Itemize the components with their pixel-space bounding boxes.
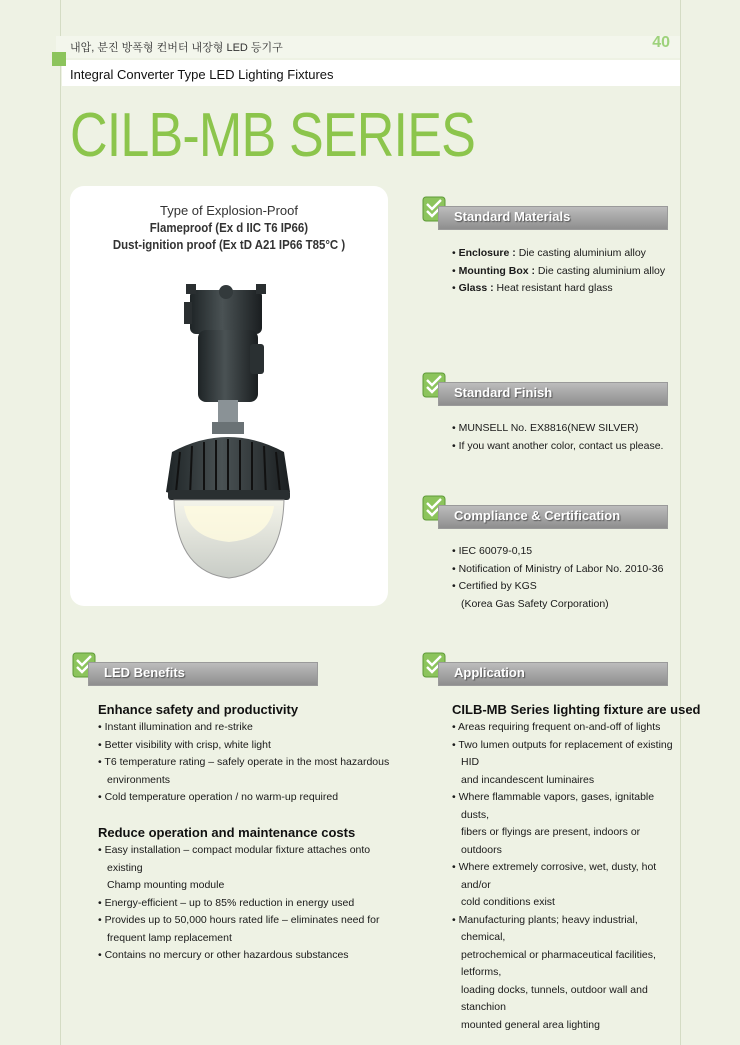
application-list	[452, 719, 682, 1034]
section-header-application	[422, 658, 666, 682]
list-item: • Glass : Heat resistant hard glass	[452, 280, 682, 298]
benefits-group2-title: Reduce operation and maintenance costs	[98, 825, 356, 840]
section-header-led-benefits	[72, 658, 316, 682]
section-title: Application	[454, 665, 525, 680]
list-item: • Manufacturing plants; heavy industrial, chemical,	[452, 912, 682, 947]
list-item-continuation: fibers or flyings are present, indoors or outdoors	[461, 826, 641, 856]
list-item: • Enclosure : Die casting aluminium alloy	[452, 245, 682, 263]
margin-line-left	[60, 0, 61, 1045]
list-item: • Certified by KGS	[452, 578, 682, 596]
list-item: • Where extremely corrosive, wet, dusty, hot and/or	[452, 859, 682, 894]
led-fixture-image	[150, 282, 310, 582]
section-title: Standard Finish	[454, 385, 553, 400]
korean-title: 내압, 분진 방폭형 컨버터 내장형 LED 등기구	[70, 42, 283, 54]
list-item: • Energy-efficient – up to 85% reduction in energy used	[98, 895, 398, 913]
list-item: • Easy installation – compact modular fixture attaches onto existing	[98, 842, 398, 877]
type-heading: Type of Explosion-Proof	[159, 203, 299, 218]
finish-list	[452, 420, 682, 455]
subtitle: Integral Converter Type LED Lighting Fixtures	[70, 67, 334, 82]
list-item: • Areas requiring frequent on-and-off of lights	[452, 719, 682, 737]
application-heading: CILB-MB Series lighting fixture are used	[452, 702, 701, 717]
list-item-continuation: Champ mounting module	[107, 879, 225, 891]
list-item: • Provides up to 50,000 hours rated life – eliminates need for	[98, 912, 398, 930]
list-item-continuation: (Korea Gas Safety Corporation)	[461, 597, 609, 610]
section-title: Standard Materials	[454, 209, 571, 224]
flameproof-rating: Flameproof (Ex d IIC T6 IP66)	[149, 220, 309, 235]
benefits-group2-list	[98, 842, 398, 965]
section-header-standard-materials	[422, 202, 666, 226]
explosion-proof-info	[70, 202, 388, 253]
materials-list	[452, 245, 682, 298]
section-header-standard-finish	[422, 378, 666, 402]
list-item: • Instant illumination and re-strike	[98, 719, 398, 737]
list-item: • T6 temperature rating – safely operate in the most hazardous	[98, 754, 398, 772]
green-square-marker	[52, 52, 66, 66]
section-header-compliance	[422, 501, 666, 525]
benefits-group1-title: Enhance safety and productivity	[98, 702, 299, 717]
list-item: • IEC 60079-0,15	[452, 543, 682, 561]
list-item-continuation: and incandescent luminaires	[461, 773, 595, 786]
product-card	[70, 186, 388, 606]
list-item: • Mounting Box : Die casting aluminium alloy	[452, 263, 682, 281]
list-item-continuation: petrochemical or pharmaceutical facilities, letforms,	[461, 948, 656, 978]
list-item: • Notification of Ministry of Labor No. 2010-36	[452, 561, 682, 579]
dust-ignition-rating: Dust-ignition proof (Ex tD A21 IP66 T85°C )	[112, 237, 346, 252]
list-item-continuation: frequent lamp replacement	[107, 931, 232, 944]
compliance-list	[452, 543, 682, 613]
list-item: • Where flammable vapors, gases, ignitable dusts,	[452, 789, 682, 824]
list-item-continuation: loading docks, tunnels, outdoor wall and stanchion	[461, 983, 648, 1013]
benefits-group1-list	[98, 719, 398, 807]
list-item-continuation: environments	[107, 773, 171, 786]
page-number: 40	[652, 34, 670, 51]
list-item-continuation: cold conditions exist	[461, 896, 555, 908]
list-item: • If you want another color, contact us please.	[452, 438, 682, 456]
list-item: • Two lumen outputs for replacement of existing HID	[452, 737, 682, 772]
list-item: • Cold temperature operation / no warm-up required	[98, 789, 398, 807]
list-item-continuation: mounted general area lighting	[461, 1018, 600, 1031]
list-item: • Contains no mercury or other hazardous substances	[98, 947, 398, 965]
section-title: LED Benefits	[104, 665, 185, 680]
series-title: CILB-MB SERIES	[70, 101, 475, 170]
list-item: • MUNSELL No. EX8816(NEW SILVER)	[452, 420, 682, 438]
section-title: Compliance & Certification	[454, 508, 621, 523]
list-item: • Better visibility with crisp, white light	[98, 737, 398, 755]
